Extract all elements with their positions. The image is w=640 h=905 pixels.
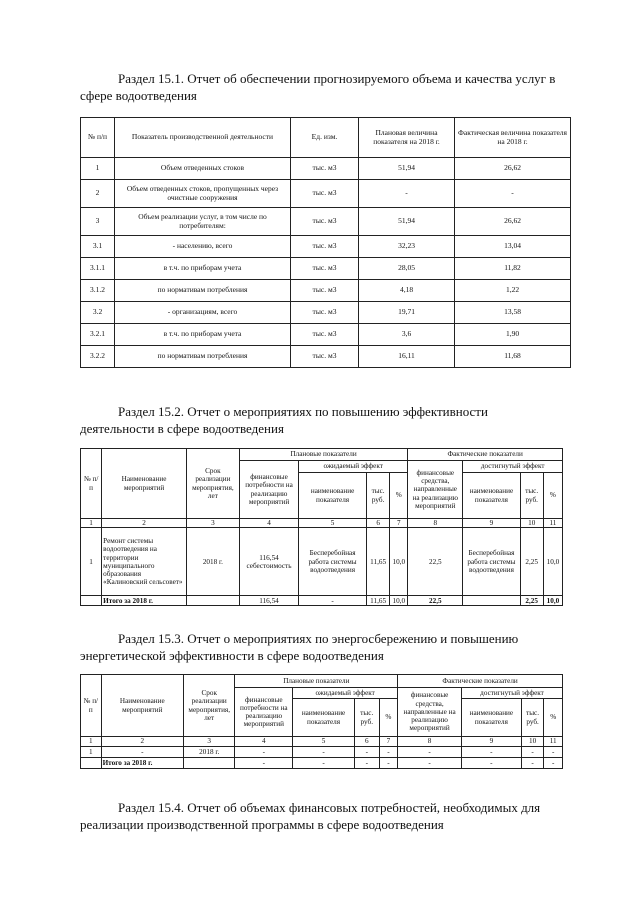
cell: - bbox=[359, 180, 455, 208]
header-effname: наименование показателя bbox=[463, 473, 520, 519]
cell: 2018 г. bbox=[183, 747, 234, 758]
cell: 11 bbox=[544, 737, 563, 747]
cell: 32,23 bbox=[359, 236, 455, 258]
cell: - bbox=[462, 747, 522, 758]
cell: Итого за 2018 г. bbox=[102, 596, 187, 606]
section2-heading bbox=[118, 403, 570, 420]
cell: 4,18 bbox=[359, 280, 455, 302]
header-cell: Плановая величина показателя на 2018 г. bbox=[359, 118, 455, 158]
header-achieved: достигнутый эффект bbox=[462, 688, 563, 699]
table-row bbox=[81, 747, 563, 758]
cell: 116,54 bbox=[239, 596, 298, 606]
table-row bbox=[81, 280, 571, 302]
header-name: Наименование мероприятий bbox=[101, 675, 183, 737]
section1-heading-cont bbox=[80, 87, 197, 104]
header-thous: тыс. руб. bbox=[520, 473, 543, 519]
cell: - bbox=[293, 747, 355, 758]
cell: 28,05 bbox=[359, 258, 455, 280]
cell bbox=[463, 596, 520, 606]
cell: - bbox=[521, 758, 544, 769]
cell: - bbox=[354, 758, 379, 769]
cell: 19,71 bbox=[359, 302, 455, 324]
header-cell: Фактическая величина показателя на 2018 г. bbox=[455, 118, 571, 158]
cell: 1 bbox=[81, 519, 102, 528]
cell: 9 bbox=[462, 737, 522, 747]
header-pct: % bbox=[390, 473, 408, 519]
header-fin-fact: финансовые средства, направленные на реализацию мероприятий bbox=[408, 461, 463, 519]
header-pct: % bbox=[543, 473, 562, 519]
cell: 3.2.1 bbox=[81, 324, 115, 346]
cell: 8 bbox=[398, 737, 462, 747]
cell: 10 bbox=[521, 737, 544, 747]
cell: тыс. м3 bbox=[291, 324, 359, 346]
cell: Итого за 2018 г. bbox=[101, 758, 183, 769]
header-plan: Плановые показатели bbox=[239, 449, 407, 461]
cell: 7 bbox=[390, 519, 408, 528]
header-term: Срок реализации мероприятия, лет bbox=[186, 449, 239, 519]
cell: 2,25 bbox=[520, 596, 543, 606]
cell: 26,62 bbox=[455, 208, 571, 236]
cell bbox=[183, 758, 234, 769]
section2-heading-cont bbox=[80, 420, 284, 437]
cell: 3.1 bbox=[81, 236, 115, 258]
cell: 11,65 bbox=[366, 596, 389, 606]
total-row bbox=[81, 758, 563, 769]
header-plan: Плановые показатели bbox=[235, 675, 398, 688]
cell: 116,54 себестоимость bbox=[239, 528, 298, 596]
cell: 11,68 bbox=[455, 346, 571, 368]
cell: 1 bbox=[81, 747, 102, 758]
cell: 10,0 bbox=[543, 596, 562, 606]
cell: тыс. м3 bbox=[291, 158, 359, 180]
table-15-1 bbox=[80, 117, 571, 368]
header-cell: Показатель производственной деятельности bbox=[115, 118, 291, 158]
cell: 7 bbox=[379, 737, 398, 747]
cell: 3.2 bbox=[81, 302, 115, 324]
cell: - bbox=[398, 758, 462, 769]
cell: 3 bbox=[183, 737, 234, 747]
cell: - организациям, всего bbox=[115, 302, 291, 324]
cell: тыс. м3 bbox=[291, 346, 359, 368]
cell: тыс. м3 bbox=[291, 180, 359, 208]
cell: - bbox=[101, 747, 183, 758]
cell: 3,6 bbox=[359, 324, 455, 346]
table-row bbox=[81, 302, 571, 324]
header-achieved: достигнутый эффект bbox=[463, 461, 563, 473]
section3-heading-cont bbox=[80, 647, 384, 664]
cell: Бесперебойная работа системы водоотведения bbox=[463, 528, 520, 596]
cell: 13,04 bbox=[455, 236, 571, 258]
cell: - bbox=[455, 180, 571, 208]
cell bbox=[81, 758, 102, 769]
header-thous: тыс. руб. bbox=[521, 699, 544, 737]
header-fin-fact: финансовые средства, направленные на реализацию мероприятий bbox=[398, 688, 462, 737]
table-row bbox=[81, 208, 571, 236]
cell: по нормативам потребления bbox=[115, 346, 291, 368]
cell: тыс. м3 bbox=[291, 236, 359, 258]
cell: - bbox=[293, 758, 355, 769]
cell: - bbox=[235, 758, 293, 769]
cell: 1 bbox=[81, 528, 102, 596]
section4-heading-line2: реализации производственной программы в сфере водоотведения bbox=[80, 817, 444, 832]
cell: 11,82 bbox=[455, 258, 571, 280]
section2-heading-line2: деятельности в сфере водоотведения bbox=[80, 421, 284, 436]
cell: 10 bbox=[520, 519, 543, 528]
cell: 3.2.2 bbox=[81, 346, 115, 368]
column-numbers-row bbox=[81, 737, 563, 747]
cell: 10,0 bbox=[390, 528, 408, 596]
cell: 2,25 bbox=[520, 528, 543, 596]
header-fact: Фактические показатели bbox=[398, 675, 563, 688]
cell: Бесперебойная работа системы водоотведения bbox=[299, 528, 367, 596]
total-row bbox=[81, 596, 563, 606]
cell: 13,58 bbox=[455, 302, 571, 324]
cell: 1,90 bbox=[455, 324, 571, 346]
header-name: Наименование мероприятий bbox=[102, 449, 187, 519]
section4-heading-cont bbox=[80, 816, 444, 833]
table-row bbox=[81, 236, 571, 258]
column-numbers-row bbox=[81, 519, 563, 528]
section4-heading bbox=[118, 799, 570, 816]
header-num: № п/п bbox=[81, 675, 102, 737]
header-fin: финансовые потребности на реализацию мероприятий bbox=[235, 688, 293, 737]
table-row bbox=[81, 158, 571, 180]
cell: 4 bbox=[239, 519, 298, 528]
cell: Объем отведенных стоков, пропущенных через очистные сооружения bbox=[115, 180, 291, 208]
header-expected: ожидаемый эффект bbox=[299, 461, 408, 473]
header-fin: финансовые потребности на реализацию мероприятий bbox=[239, 461, 298, 519]
table-row bbox=[81, 324, 571, 346]
table-row bbox=[81, 528, 563, 596]
cell: по нормативам потребления bbox=[115, 280, 291, 302]
cell: 4 bbox=[235, 737, 293, 747]
cell bbox=[81, 596, 102, 606]
table-row bbox=[81, 258, 571, 280]
cell: 3 bbox=[81, 208, 115, 236]
cell: 10,0 bbox=[390, 596, 408, 606]
cell: - bbox=[544, 758, 563, 769]
header-pct: % bbox=[379, 699, 398, 737]
cell: 5 bbox=[293, 737, 355, 747]
cell: 8 bbox=[408, 519, 463, 528]
cell: 2 bbox=[81, 180, 115, 208]
cell: - bbox=[544, 747, 563, 758]
header-thous: тыс. руб. bbox=[366, 473, 389, 519]
header-expected: ожидаемый эффект bbox=[293, 688, 398, 699]
section1-heading-line2: сфере водоотведения bbox=[80, 88, 197, 103]
cell: тыс. м3 bbox=[291, 258, 359, 280]
section3-heading-line1: Раздел 15.3. Отчет о мероприятиях по энергосбережению и повышению bbox=[118, 631, 519, 646]
cell: 9 bbox=[463, 519, 520, 528]
cell: 10,0 bbox=[543, 528, 562, 596]
table-row bbox=[81, 180, 571, 208]
cell: 22,5 bbox=[408, 596, 463, 606]
cell: - bbox=[521, 747, 544, 758]
cell: 51,94 bbox=[359, 208, 455, 236]
cell: - bbox=[379, 747, 398, 758]
cell: 11,65 bbox=[366, 528, 389, 596]
cell: 2 bbox=[101, 737, 183, 747]
section2-heading-line1: Раздел 15.2. Отчет о мероприятиях по повышению эффективности bbox=[118, 404, 488, 419]
cell bbox=[186, 596, 239, 606]
cell: Объем реализации услуг, в том числе по потребителям: bbox=[115, 208, 291, 236]
cell: - bbox=[379, 758, 398, 769]
cell: тыс. м3 bbox=[291, 280, 359, 302]
cell: 22,5 bbox=[408, 528, 463, 596]
cell: тыс. м3 bbox=[291, 208, 359, 236]
cell: 2018 г. bbox=[186, 528, 239, 596]
cell: 51,94 bbox=[359, 158, 455, 180]
cell: 3.1.2 bbox=[81, 280, 115, 302]
section1-heading bbox=[118, 70, 568, 87]
cell: в т.ч. по приборам учета bbox=[115, 258, 291, 280]
cell: в т.ч. по приборам учета bbox=[115, 324, 291, 346]
cell: 16,11 bbox=[359, 346, 455, 368]
header-effname: наименование показателя bbox=[293, 699, 355, 737]
cell: 3.1.1 bbox=[81, 258, 115, 280]
section4-heading-line1: Раздел 15.4. Отчет об объемах финансовых потребностей, необходимых для bbox=[118, 800, 541, 815]
cell: 3 bbox=[186, 519, 239, 528]
header-effname: наименование показателя bbox=[299, 473, 367, 519]
header-thous: тыс. руб. bbox=[354, 699, 379, 737]
cell: 2 bbox=[102, 519, 187, 528]
header-cell: № п/п bbox=[81, 118, 115, 158]
section3-heading-line2: энергетической эффективности в сфере водоотведения bbox=[80, 648, 384, 663]
cell: тыс. м3 bbox=[291, 302, 359, 324]
section3-heading bbox=[118, 630, 570, 647]
cell: - bbox=[235, 747, 293, 758]
cell: - bbox=[398, 747, 462, 758]
header-pct: % bbox=[544, 699, 563, 737]
header-fact: Фактические показатели bbox=[408, 449, 563, 461]
cell: - населению, всего bbox=[115, 236, 291, 258]
cell: - bbox=[462, 758, 522, 769]
cell: 5 bbox=[299, 519, 367, 528]
cell: Объем отведенных стоков bbox=[115, 158, 291, 180]
header-term: Срок реализации мероприятия, лет bbox=[183, 675, 234, 737]
cell: - bbox=[299, 596, 367, 606]
header-cell: Ед. изм. bbox=[291, 118, 359, 158]
cell: 26,62 bbox=[455, 158, 571, 180]
header-effname: наименование показателя bbox=[462, 699, 522, 737]
table-15-3 bbox=[80, 674, 563, 769]
section1-heading-line1: Раздел 15.1. Отчет об обеспечении прогнозируемого объема и качества услуг в bbox=[118, 71, 556, 86]
cell: 11 bbox=[543, 519, 562, 528]
cell: 1,22 bbox=[455, 280, 571, 302]
cell: 6 bbox=[366, 519, 389, 528]
cell: - bbox=[354, 747, 379, 758]
header-num: № п/п bbox=[81, 449, 102, 519]
cell: Ремонт системы водоотведения на территории муниципального образования «Калиновский сельсовет» bbox=[102, 528, 187, 596]
cell: 1 bbox=[81, 737, 102, 747]
table-row bbox=[81, 346, 571, 368]
table-15-2 bbox=[80, 448, 563, 606]
cell: 1 bbox=[81, 158, 115, 180]
cell: 6 bbox=[354, 737, 379, 747]
